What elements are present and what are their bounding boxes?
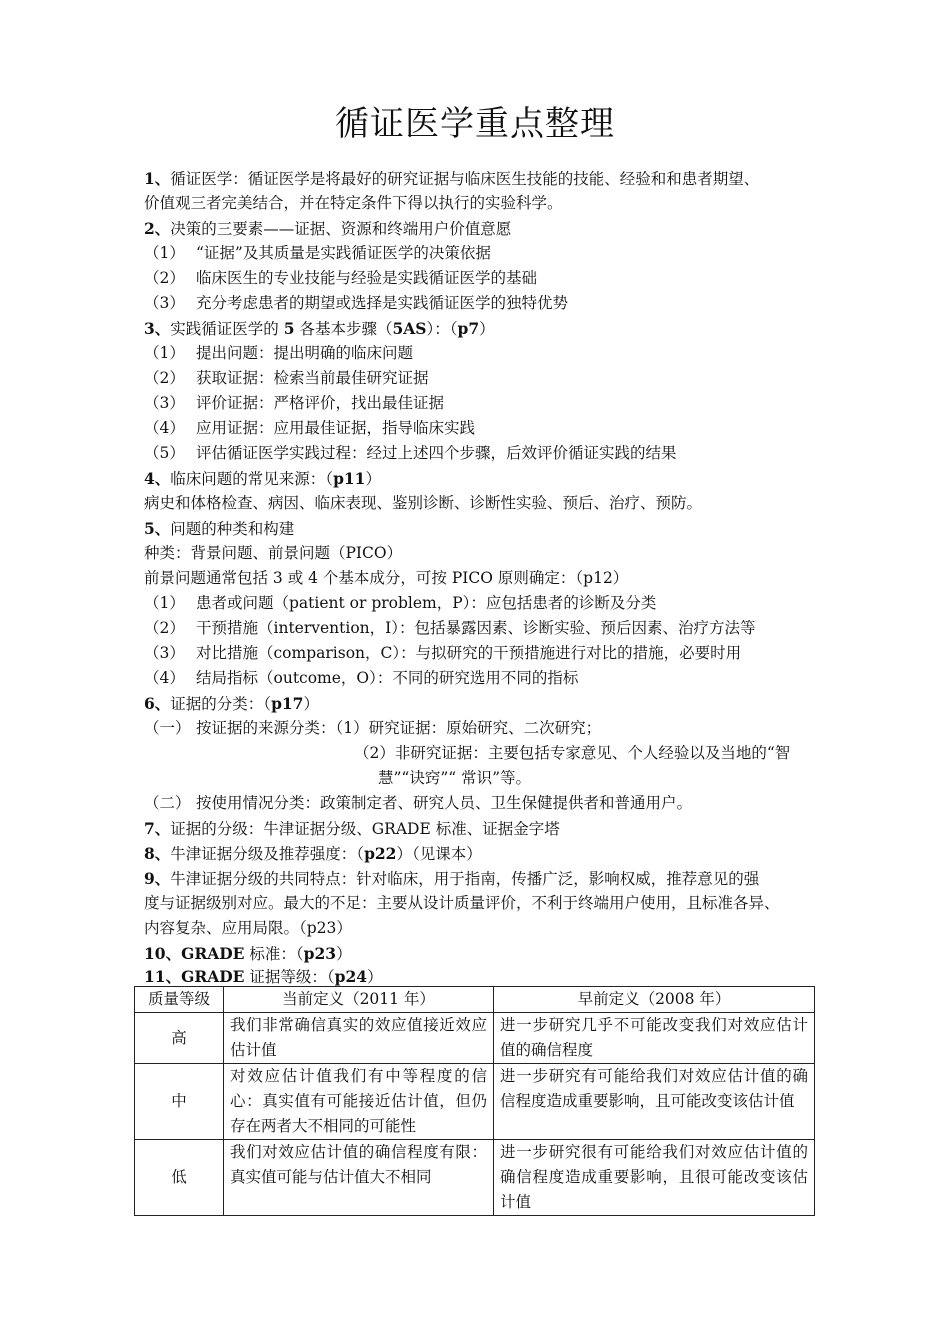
section-4-body: 病史和体格检查、病因、临床表现、鉴别诊断、诊断性实验、预后、治疗、预防。 [144, 494, 703, 512]
section-6-text: 证据的分类：（ [170, 695, 272, 713]
grade-label: GRADE [181, 944, 245, 963]
page-ref: p23 [303, 944, 337, 963]
page-ref: p24 [334, 967, 368, 986]
item-number: （2） [144, 269, 185, 287]
list-item [144, 641, 741, 666]
current-definition-cell: 我们对效应估计值的确信程度有限：真实值可能与估计值大不相同 [224, 1140, 494, 1216]
item-number: （1） [144, 344, 185, 362]
item-text: 按使用情况分类：政策制定者、研究人员、卫生保健提供者和普通用户。 [196, 794, 693, 812]
earlier-definition-cell: 进一步研究几乎不可能改变我们对效应估计值的确信程度 [494, 1013, 815, 1064]
page-ref: p22 [364, 844, 397, 863]
list-item-continued: （2）非研究证据：主要包括专家意见、个人经验以及当地的“智 [354, 744, 791, 762]
list-item [144, 666, 578, 691]
section-11-close: ） [367, 968, 383, 986]
section-1-text: 循证医学：循证医学是将最好的研究证据与临床医生技能的技能、经验和和患者期望、 [170, 170, 760, 188]
section-10-number: 10、 [144, 944, 182, 963]
section-1-number: 1、 [144, 169, 171, 188]
item-text: 按证据的来源分类：（1）研究证据：原始研究、二次研究； [196, 719, 602, 737]
item-text: 获取证据：检索当前最佳研究证据 [196, 369, 429, 387]
section-6-number: 6、 [144, 694, 171, 713]
item-text: 对比措施（comparison，C）：与拟研究的干预措施进行对比的措施，必要时用 [196, 644, 742, 662]
section-10-text: 标准：（ [244, 945, 304, 963]
section-9-text: 牛津证据分级的共同特点：针对临床，用于指南，传播广泛，影响权威，推荐意见的强 [170, 870, 760, 888]
section-2-text: 决策的三要素——证据、资源和终端用户价值意愿 [170, 220, 512, 238]
earlier-definition-cell: 进一步研究有可能给我们对效应估计值的确信程度造成重要影响，且可能改变该估计值 [494, 1064, 815, 1140]
section-11-number: 11、 [144, 967, 182, 986]
section-1-line-1 [144, 166, 759, 192]
list-item [144, 591, 656, 616]
item-text: 干预措施（intervention，I）：包括暴露因素、诊断实验、预后因素、治疗方法等 [196, 619, 756, 637]
section-8-close: ）（见课本） [396, 845, 482, 863]
item-number: （二） [144, 794, 191, 812]
list-item [144, 341, 413, 366]
section-11-text: 证据等级：（ [244, 968, 335, 986]
item-number: （2） [144, 619, 185, 637]
page-ref: p17 [271, 694, 304, 713]
section-10-close: ） [336, 945, 352, 963]
section-3-text-a: 实践循证医学的 [170, 320, 284, 338]
section-5-heading [144, 516, 294, 542]
section-5-kinds: 种类：背景问题、前景问题（PICO） [144, 544, 403, 562]
item-number: （一） [144, 719, 191, 737]
item-text: 患者或问题（patient or problem，P）：应包括患者的诊断及分类 [196, 594, 657, 612]
section-3-number: 3、 [144, 319, 171, 338]
item-text: 充分考虑患者的期望或选择是实践循证医学的独特优势 [196, 294, 569, 312]
section-8-number: 8、 [144, 844, 171, 863]
item-number: （4） [144, 669, 185, 687]
section-9-line-2: 度与证据级别对应。最大的不足：主要从设计质量评价，不利于终端用户使用，且标准各异、 [144, 894, 780, 912]
current-definition-cell: 我们非常确信真实的效应值接近效应估计值 [224, 1013, 494, 1064]
page-ref: p11 [333, 469, 366, 488]
section-4-close: ） [365, 470, 381, 488]
section-3-text-d: ） [479, 320, 495, 338]
column-header: 早前定义（2008 年） [494, 987, 815, 1013]
table-header-row [135, 987, 815, 1013]
section-5-number: 5、 [144, 519, 171, 538]
item-number: （5） [144, 444, 185, 462]
section-9-line-3: 内容复杂、应用局限。（p23） [144, 919, 352, 937]
list-item [144, 416, 475, 441]
section-4-heading [144, 466, 381, 492]
section-5-text: 问题的种类和构建 [170, 520, 295, 538]
section-9-line-1 [144, 866, 759, 892]
page-title: 循证医学重点整理 [335, 104, 615, 144]
item-number: （4） [144, 419, 185, 437]
quality-level-cell: 中 [135, 1064, 224, 1140]
item-number: （3） [144, 394, 185, 412]
list-item [144, 616, 756, 641]
list-item [144, 391, 444, 416]
section-3-sas: 5AS [392, 319, 427, 338]
list-item [144, 791, 692, 816]
section-8-heading [144, 841, 482, 867]
item-number: （3） [144, 294, 185, 312]
section-4-number: 4、 [144, 469, 171, 488]
section-6-close: ） [303, 695, 319, 713]
quality-level-cell: 低 [135, 1140, 224, 1216]
list-item [144, 441, 677, 466]
grade-label: GRADE [181, 967, 245, 986]
item-number: （2） [144, 369, 185, 387]
section-3-heading [144, 316, 495, 342]
item-number: （3） [144, 644, 185, 662]
list-item [144, 366, 429, 391]
section-4-text: 临床问题的常见来源：（ [170, 470, 334, 488]
page-ref: p7 [457, 319, 480, 338]
item-text: 结局指标（outcome，O）：不同的研究选用不同的指标 [196, 669, 579, 687]
item-text: 评估循证医学实践过程：经过上述四个步骤，后效评价循证实践的结果 [196, 444, 677, 462]
table-row [135, 1140, 815, 1216]
grade-table [134, 986, 815, 1216]
list-item [144, 241, 491, 266]
item-text: 评价证据：严格评价，找出最佳证据 [196, 394, 445, 412]
list-item [144, 291, 568, 316]
item-text: “证据”及其质量是实践循证医学的决策依据 [196, 244, 491, 262]
section-6-heading [144, 691, 319, 717]
section-2-heading [144, 216, 511, 242]
list-item [144, 716, 601, 741]
section-8-text: 牛津证据分级及推荐强度：（ [170, 845, 365, 863]
item-number: （1） [144, 244, 185, 262]
column-header: 质量等级 [135, 987, 224, 1013]
section-2-number: 2、 [144, 219, 171, 238]
section-5-foreground: 前景问题通常包括 3 或 4 个基本成分，可按 PICO 原则确定：（p12） [144, 569, 629, 587]
item-text: 提出问题：提出明确的临床问题 [196, 344, 414, 362]
item-text: 临床医生的专业技能与经验是实践循证医学的基础 [196, 269, 538, 287]
section-3-text-b: 各基本步骤（ [294, 320, 393, 338]
section-3-count: 5 [283, 319, 295, 338]
table-row [135, 1013, 815, 1064]
section-3-text-c: ）：（ [426, 320, 458, 338]
current-definition-cell: 对效应估计值我们有中等程度的信心：真实值有可能接近估计值，但仍存在两者大不相同的可能性 [224, 1064, 494, 1140]
section-1-line-2: 价值观三者完美结合，并在特定条件下得以执行的实验科学。 [144, 194, 563, 212]
list-item [144, 266, 537, 291]
section-7-text: 证据的分级：牛津证据分级、GRADE 标准、证据金字塔 [170, 820, 560, 838]
column-header: 当前定义（2011 年） [224, 987, 494, 1013]
section-9-number: 9、 [144, 869, 171, 888]
list-item-continued: 慧”“诀窍”“ 常识”等。 [378, 769, 532, 787]
section-7-heading [144, 816, 560, 842]
earlier-definition-cell: 进一步研究很有可能给我们对效应估计值的确信程度造成重要影响，且很可能改变该估计值 [494, 1140, 815, 1216]
item-number: （1） [144, 594, 185, 612]
section-7-number: 7、 [144, 819, 171, 838]
quality-level-cell: 高 [135, 1013, 224, 1064]
item-text: 应用证据：应用最佳证据，指导临床实践 [196, 419, 476, 437]
table-row [135, 1064, 815, 1140]
